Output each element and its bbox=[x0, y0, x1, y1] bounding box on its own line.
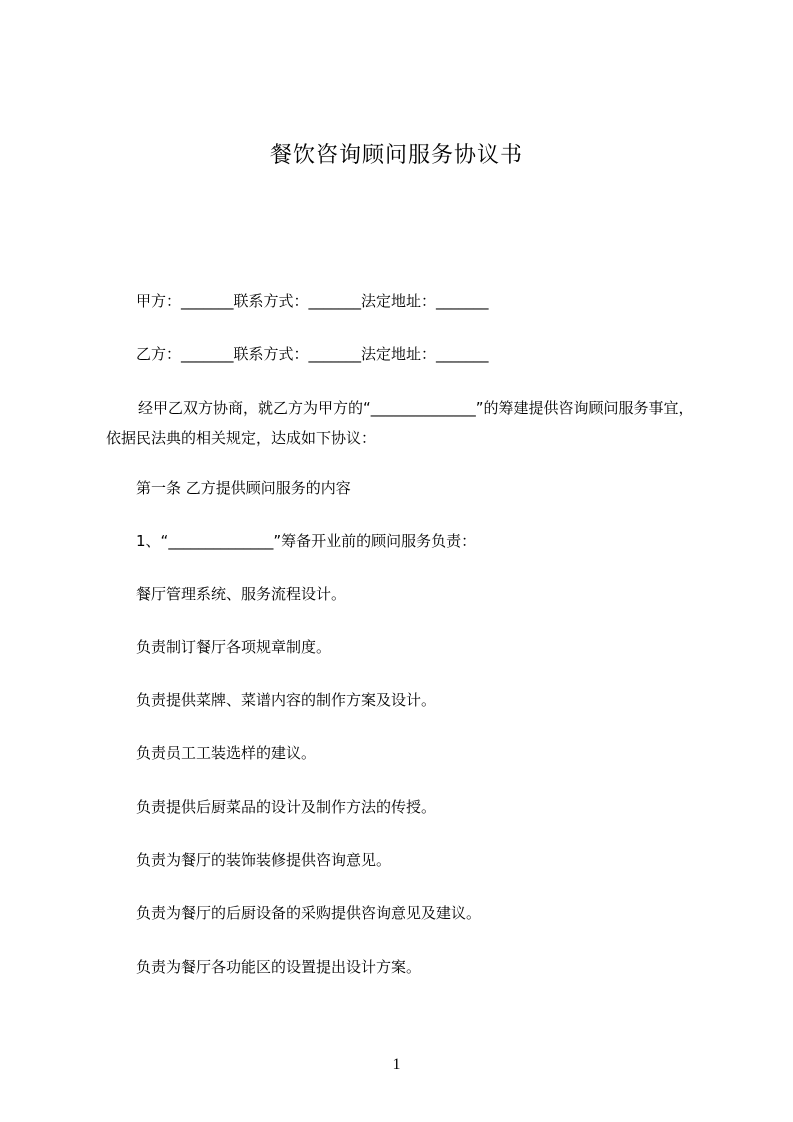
party-b-line: 乙方：_______联系方式：_______法定地址：_______ bbox=[136, 345, 489, 363]
article-1-heading: 第一条 乙方提供顾问服务的内容 bbox=[136, 479, 351, 497]
list-item: 负责制订餐厅各项规章制度。 bbox=[136, 638, 332, 656]
list-item: 负责为餐厅各功能区的设置提出设计方案。 bbox=[136, 958, 422, 976]
preamble-text: 经甲乙双方协商，就乙方为甲方的“______________”的筹建提供咨询顾问服务事宜，依据民法典的相关规定，达成如下协议： bbox=[106, 399, 694, 447]
page-number: 1 bbox=[392, 1056, 401, 1073]
list-item: 负责员工工装选样的建议。 bbox=[136, 744, 317, 762]
list-item: 负责为餐厅的装饰装修提供咨询意见。 bbox=[136, 851, 392, 869]
list-item: 餐厅管理系统、服务流程设计。 bbox=[136, 585, 347, 603]
preamble-paragraph bbox=[106, 393, 706, 453]
list-item: 负责为餐厅的后厨设备的采购提供咨询意见及建议。 bbox=[136, 904, 482, 922]
clause-1-line: 1、“______________”筹备开业前的顾问服务负责： bbox=[136, 532, 477, 550]
document-title: 餐饮咨询顾问服务协议书 bbox=[269, 143, 523, 168]
list-item: 负责提供菜牌、菜谱内容的制作方案及设计。 bbox=[136, 691, 437, 709]
party-a-line: 甲方：_______联系方式：_______法定地址：_______ bbox=[136, 292, 489, 310]
list-item: 负责提供后厨菜品的设计及制作方法的传授。 bbox=[136, 798, 437, 816]
